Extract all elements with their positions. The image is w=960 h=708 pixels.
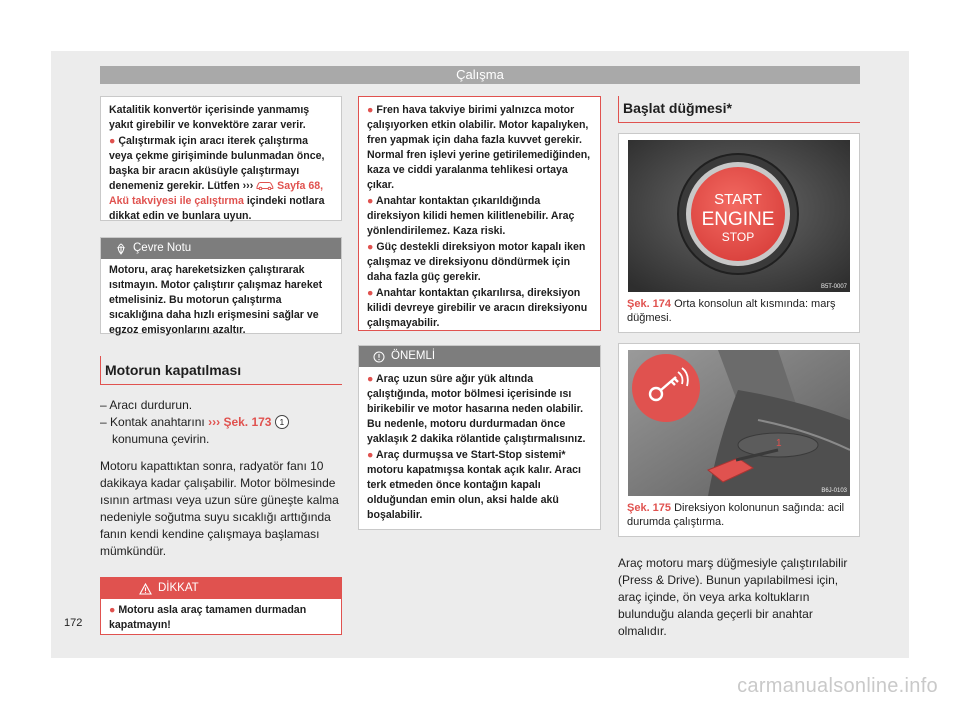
warning-intro: Katalitik konvertör içerisinde yanmamış yakıt girebilir ve konvektöre zarar verir. — [109, 104, 310, 131]
button-label-start: START — [714, 191, 762, 208]
notice-bullet — [367, 448, 592, 523]
warning-bullet — [367, 240, 592, 285]
bullet-icon: ● — [109, 135, 116, 147]
bullet-icon: ● — [367, 373, 374, 385]
warning-triangle-icon — [139, 583, 152, 595]
position-marker: 1 — [776, 438, 782, 449]
steering-column-illustration — [628, 350, 850, 496]
danger-box — [100, 577, 342, 635]
bullet-icon: ● — [367, 104, 374, 116]
steps-list — [100, 397, 342, 448]
figure-label: Şek. 174 — [627, 298, 672, 310]
step-item: – Kontak anahtarını ››› Şek. 173 1 konumuna çevirin. — [100, 414, 342, 448]
fan-paragraph: Motoru kapattıktan sonra, radyatör fanı 10 dakikaya kadar çalışabilir. Motor bölmesinde ısının artması veya uzun süre güneşte kalma nedeniyle soğutma suyu sıcaklığı arttığında fanın kendi kendine çalışmaya başlaması mümkündür. — [100, 459, 339, 558]
notice-title: ÖNEMLİ — [391, 350, 436, 362]
bullet-icon: ● — [367, 287, 374, 299]
warning-bullet — [367, 286, 592, 331]
page-number: 172 — [64, 617, 83, 629]
danger-header — [101, 578, 341, 599]
figure-caption-text: Orta konsolun alt kısmında: marş düğmesi. — [627, 298, 836, 324]
bullet-text: Araç durmuşsa ve Start-Stop sistemi* motoru kapatmışsa kontak açık kalır. Aracı terk etmeden önce kontağın kapalı olduğundan emin olun, aksi halde akü boşalabilir. — [367, 449, 581, 521]
bullet-text: Çalıştırmak için aracı iterek çalıştırma veya çekme girişiminde bulunmadan önce, başka bir aracın aküsüyle çalıştırmayı denemeniz gerekir. Lütfen — [109, 135, 325, 192]
notice-box — [358, 345, 601, 530]
section-start-button — [618, 96, 860, 123]
watermark: carmanualsonline.info — [737, 675, 938, 697]
warning-bullet — [367, 103, 592, 193]
top-warning-box-continued — [100, 96, 342, 221]
step-text: Kontak anahtarını — [110, 415, 205, 429]
press-drive-paragraph: Araç motoru marş düğmesiyle çalıştırılabilir (Press & Drive). Bunun yapılabilmesi için, araç içinde, ön veya arka koltukların bulunduğu alanda geçerli bir anahtar olmalıdır. — [618, 556, 848, 638]
column-middle — [358, 96, 601, 530]
bullet-icon: ● — [367, 195, 374, 207]
environment-note-header — [101, 238, 341, 259]
bullet-icon: ● — [367, 241, 374, 253]
environment-note-text: Motoru, araç hareketsizken çalıştırarak ısıtmayın. Motor çalıştırır çalışmaz hareket etmelisiniz. Bu motorun çalıştırma sıcaklığına daha hızlı erişmesini sağlar ve egzoz emisyonlarını azaltır. — [109, 264, 323, 336]
column-left — [100, 96, 342, 635]
bullet-icon: ● — [109, 604, 116, 616]
info-icon — [373, 351, 385, 363]
warning-box-continued — [358, 96, 601, 331]
section-engine-off — [100, 356, 342, 385]
start-button-image — [628, 140, 850, 292]
leaf-icon — [115, 243, 127, 255]
danger-title: DİKKAT — [158, 582, 199, 594]
step-item: – Aracı durdurun. — [100, 398, 193, 412]
warning-bullet — [109, 134, 333, 224]
column-right — [618, 96, 860, 640]
link-battery-jumpstart[interactable]: Sayfa 68, Akü takviyesi ile çalıştırma — [109, 180, 324, 207]
page-header: Çalışma — [100, 66, 860, 84]
figure-174 — [618, 133, 860, 333]
emergency-start-image — [628, 350, 850, 496]
link-figure-173[interactable]: Şek. 173 — [223, 415, 272, 429]
bullet-text: Araç uzun süre ağır yük altında çalıştığında, motor bölmesi içerisinde ısı birikebilir ve motor hasarına neden olabilir. Bu nedenle, motoru durdurmadan önce yaklaşık 2 dakika rölantide çalıştırmalısınız. — [367, 373, 586, 445]
danger-text-content: Motoru asla araç tamamen durmadan kapatmayın! — [109, 604, 307, 631]
figure-caption — [619, 292, 859, 332]
step-text: Aracı durdurun. — [109, 398, 193, 412]
figure-code: B6J-0103 — [821, 488, 847, 494]
environment-note-box — [100, 237, 342, 334]
button-label-engine: ENGINE — [701, 209, 775, 230]
figure-caption — [619, 496, 859, 536]
notice-bullet — [367, 372, 592, 447]
start-button-illustration — [628, 140, 850, 292]
warning-bullet — [367, 194, 592, 239]
bullet-text: Anahtar kontaktan çıkarılırsa, direksiyon kilidi devreye girebilir ve aracın direksiyonu çalışmayabilir. — [367, 287, 588, 329]
figure-175 — [618, 343, 860, 537]
bullet-icon: ● — [367, 449, 374, 461]
danger-text — [109, 603, 333, 633]
bullet-text: Fren hava takviye birimi yalnızca motor çalışıyorken etkin olabilir. Motor kapalıyken, fren yapmak için daha fazla kuvvet gerekir. Normal fren işlevi yerine getirilemediğinden, kaza ve ciddi yaralanma tehlikesi ortaya çıkar. — [367, 104, 591, 191]
bullet-text: Anahtar kontaktan çıkarıldığında direksiyon kilidi hemen kilitlenebilir. Araç yönlendirilemez. Kaza riski. — [367, 195, 575, 237]
figure-code: B5T-0007 — [820, 284, 847, 290]
figure-caption-text: Direksiyon kolonunun sağında: acil durumda çalıştırma. — [627, 502, 845, 528]
bullet-text: Güç destekli direksiyon motor kapalı iken çalışmaz ve direksiyonu döndürmek için daha fazla güç gerekir. — [367, 241, 586, 283]
section-title: Motorun kapatılması — [100, 356, 342, 385]
notice-header — [359, 346, 600, 367]
button-label-stop: STOP — [721, 230, 755, 244]
section-title: Başlat düğmesi* — [618, 96, 860, 123]
step-text: konumuna çevirin. — [112, 432, 210, 446]
position-badge: 1 — [275, 415, 289, 429]
figure-label: Şek. 175 — [627, 502, 672, 514]
environment-note-title: Çevre Notu — [133, 242, 192, 254]
arrow-icon: ››› — [242, 180, 254, 192]
bullet-text-end: içindeki notlara dikkat edin ve bunlara uyun. — [109, 195, 325, 222]
car-icon — [256, 179, 274, 190]
arrow-icon: ››› — [208, 415, 221, 429]
